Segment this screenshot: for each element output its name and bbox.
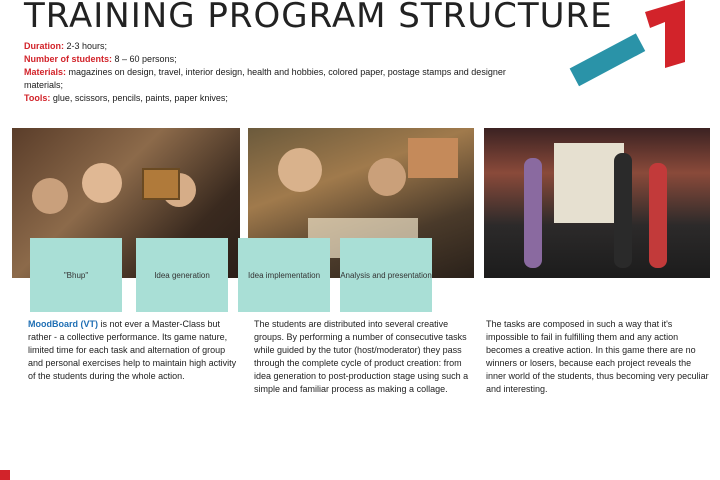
stage-tile-idea-generation <box>136 238 228 312</box>
red-arrow-shape <box>645 0 685 68</box>
column-lead: MoodBoard (VT) <box>28 319 98 329</box>
spec-students: Number of students: 8 – 60 persons; <box>24 54 177 64</box>
stage-tile-analysis <box>340 238 432 312</box>
description-column-2 <box>254 318 474 396</box>
program-specs <box>24 40 544 105</box>
face-shape <box>32 178 68 214</box>
person-figure <box>614 153 632 268</box>
face-shape <box>368 158 406 196</box>
spec-tools: Tools: glue, scissors, pencils, paints, paper knives; <box>24 93 228 103</box>
person-figure <box>649 163 667 268</box>
stage-tile-bhup <box>30 238 122 312</box>
teal-bar <box>570 33 646 86</box>
person-figure <box>524 158 542 268</box>
face-shape <box>278 148 322 192</box>
wall-frame <box>142 168 180 200</box>
spec-materials: Materials: magazines on design, travel, interior design, health and hobbies, colored paper, postage stamps and designer materials; <box>24 67 506 90</box>
description-column-3 <box>486 318 710 396</box>
page-title: TRAINING PROGRAM STRUCTURE <box>24 0 613 36</box>
tile-label: "Bhup" <box>63 270 89 280</box>
description-column-1 <box>28 318 238 383</box>
stage-tile-idea-implementation <box>238 238 330 312</box>
tile-label: Idea implementation <box>247 270 321 280</box>
column-text: The tasks are composed in such a way that it's impossible to fail in fulfilling them and any action becomes a creative action. In this game there are no winners or losers, because each project reveals the inner world of the students, thus becoming very peculiar and interesting. <box>486 319 709 394</box>
column-text: is not ever a Master-Class but rather - a collective performance. Its game nature, limited time for each task and alternation of group and personal exercises help to maintain high activity of the students during the whole action. <box>28 319 237 381</box>
arrow-decoration <box>560 0 720 100</box>
tile-label: Analysis and presentation <box>340 270 432 280</box>
spec-duration: Duration: 2-3 hours; <box>24 41 108 51</box>
presentation-photo <box>484 128 710 278</box>
wall-board <box>408 138 458 178</box>
face-shape <box>82 163 122 203</box>
tile-label: Idea generation <box>154 270 210 280</box>
column-text: The students are distributed into several creative groups. By performing a number of consecutive tasks while guided by the tutor (host/moderator) they pass through the complete cycle of product creation: from idea generation to post-production stage using such a simple and familiar process as making a collage. <box>254 319 469 394</box>
corner-marker <box>0 470 10 480</box>
